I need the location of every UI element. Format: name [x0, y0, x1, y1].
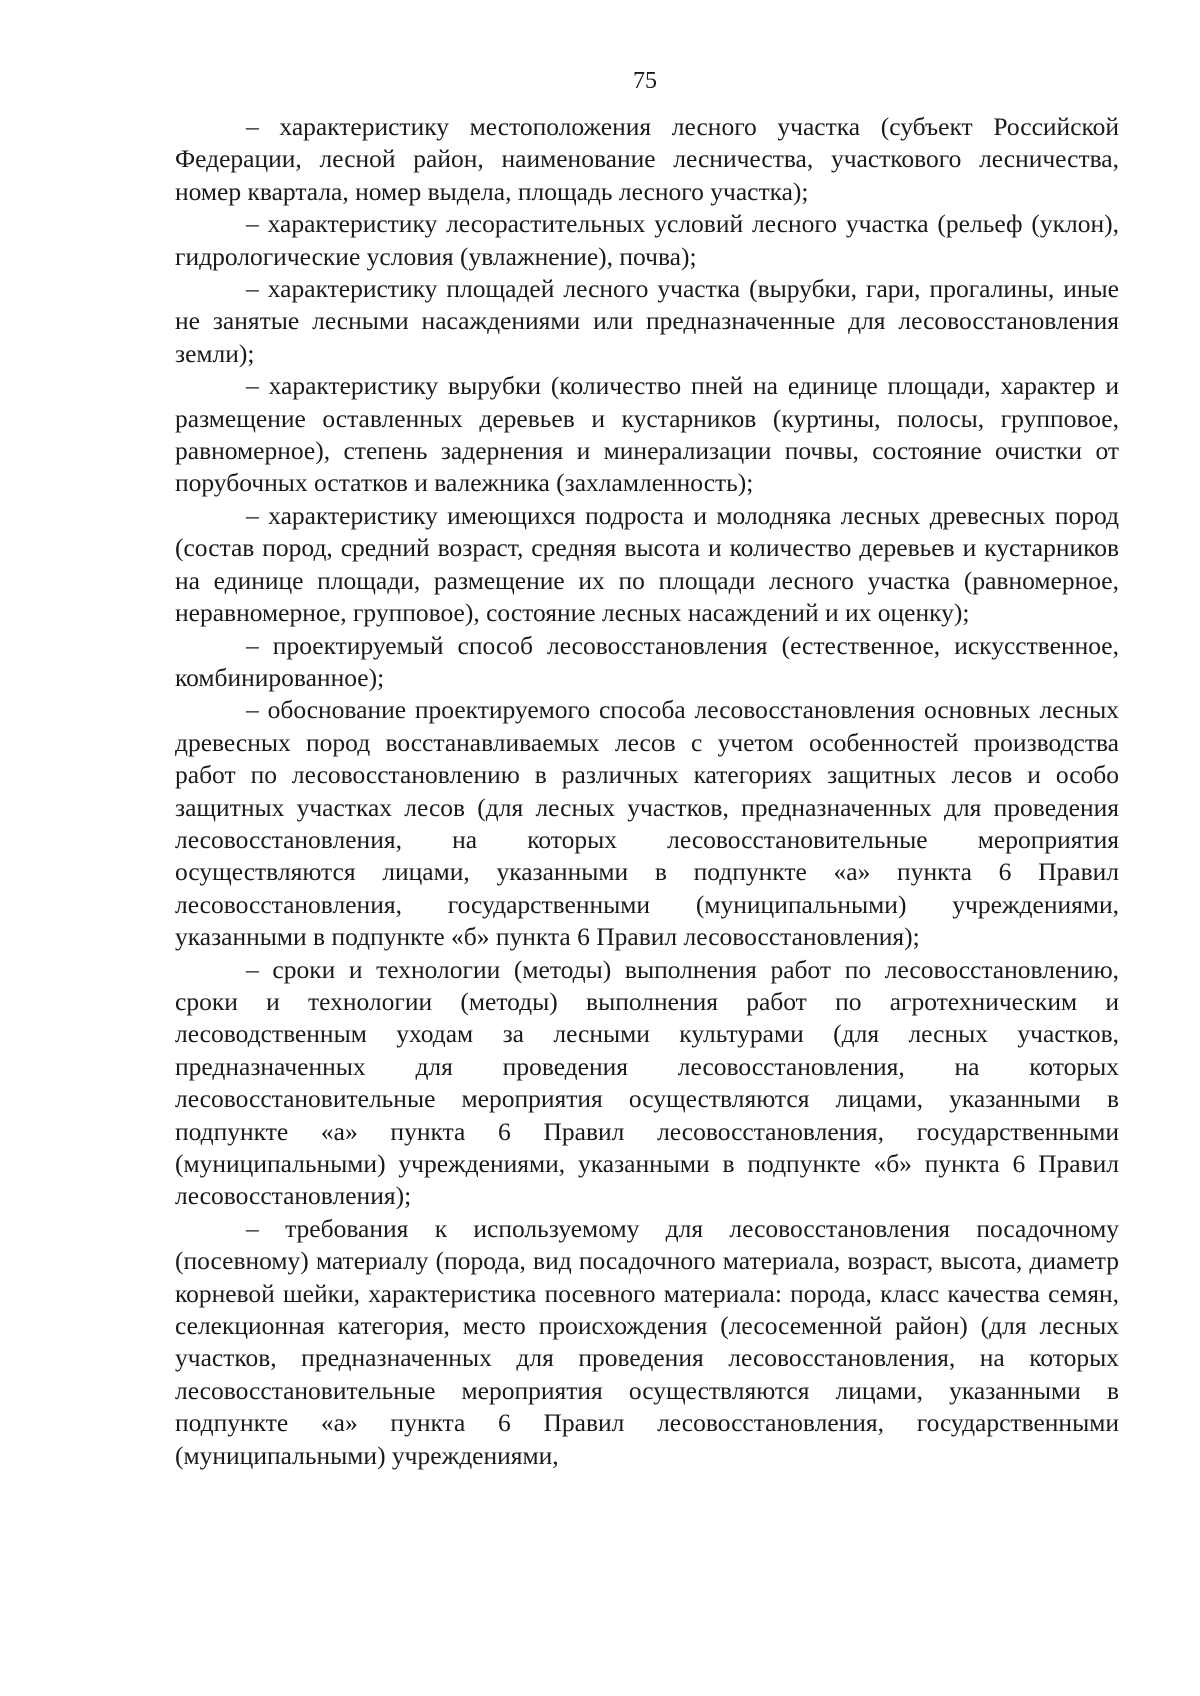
paragraph-areas: – характеристику площадей лесного участка (вырубки, гари, прогалины, иные не занятые лесными насаждениями или предназначенные для лесовосстановления земли);	[175, 274, 1119, 368]
page-number: 75	[633, 68, 657, 94]
paragraph-clearing: – характеристику вырубки (количество пней на единице площади, характер и размещение оставленных деревьев и кустарников (куртины, полосы, групповое, равномерное), степень задернения и минерализации почвы, состояние очистки от порубочных остатков и валежника (захламленность);	[175, 371, 1119, 498]
paragraph-growing-conditions: – характеристику лесорастительных условий лесного участка (рельеф (уклон), гидрологические условия (увлажнение), почва);	[175, 209, 1119, 271]
document-body	[175, 111, 1119, 1472]
paragraph-undergrowth: – характеристику имеющихся подроста и молодняка лесных древесных пород (состав пород, средний возраст, средняя высота и количество деревьев и кустарников на единице площади, размещение их по площади лесного участка (равномерное, неравномерное, групповое), состояние лесных насаждений и их оценку);	[175, 500, 1119, 628]
paragraph-terms-technologies: – сроки и технологии (методы) выполнения работ по лесовосстановлению, сроки и технологии (методы) выполнения работ по агротехническим и лесоводственным уходам за лесными культурами (для лесных участков, предназначенных для проведения лесовосстановления, на которых лесовосстановительные мероприятия осуществляются лицами, указанными в подпункте «а» пункта 6 Правил лесовосстановления, государственными (муниципальными) учреждениями, указанными в подпункте «б» пункта 6 Правил лесовосстановления);	[175, 954, 1119, 1211]
paragraph-location: – характеристику местоположения лесного участка (субъект Российской Федерации, лесной район, наименование лесничества, участкового лесничества, номер квартала, номер выдела, площадь лесного участка);	[175, 112, 1119, 206]
paragraph-method: – проектируемый способ лесовосстановления (естественное, искусственное, комбинированное);	[175, 630, 1119, 692]
paragraph-planting-material: – требования к используемому для лесовосстановления посадочному (посевному) материалу (порода, вид посадочного материала, возраст, высота, диаметр корневой шейки, характеристика посевного материала: порода, класс качества семян, селекционная категория, место происхождения (лесосеменной район) (для лесных участков, предназначенных для проведения лесовосстановления, на которых лесовосстановительные мероприятия осуществляются лицами, указанными в подпункте «а» пункта 6 Правил лесовосстановления, государственными (муниципальными) учреждениями,	[175, 1213, 1119, 1470]
paragraph-justification: – обоснование проектируемого способа лесовосстановления основных лесных древесных пород восстанавливаемых лесов с учетом особенностей производства работ по лесовосстановлению в различных категориях защитных лесов и особо защитных участках лесов (для лесных участков, предназначенных для проведения лесовосстановления, на которых лесовосстановительные мероприятия осуществляются лицами, указанными в подпункте «а» пункта 6 Правил лесовосстановления, государственными (муниципальными) учреждениями, указанными в подпункте «б» пункта 6 Правил лесовосстановления);	[175, 695, 1119, 952]
